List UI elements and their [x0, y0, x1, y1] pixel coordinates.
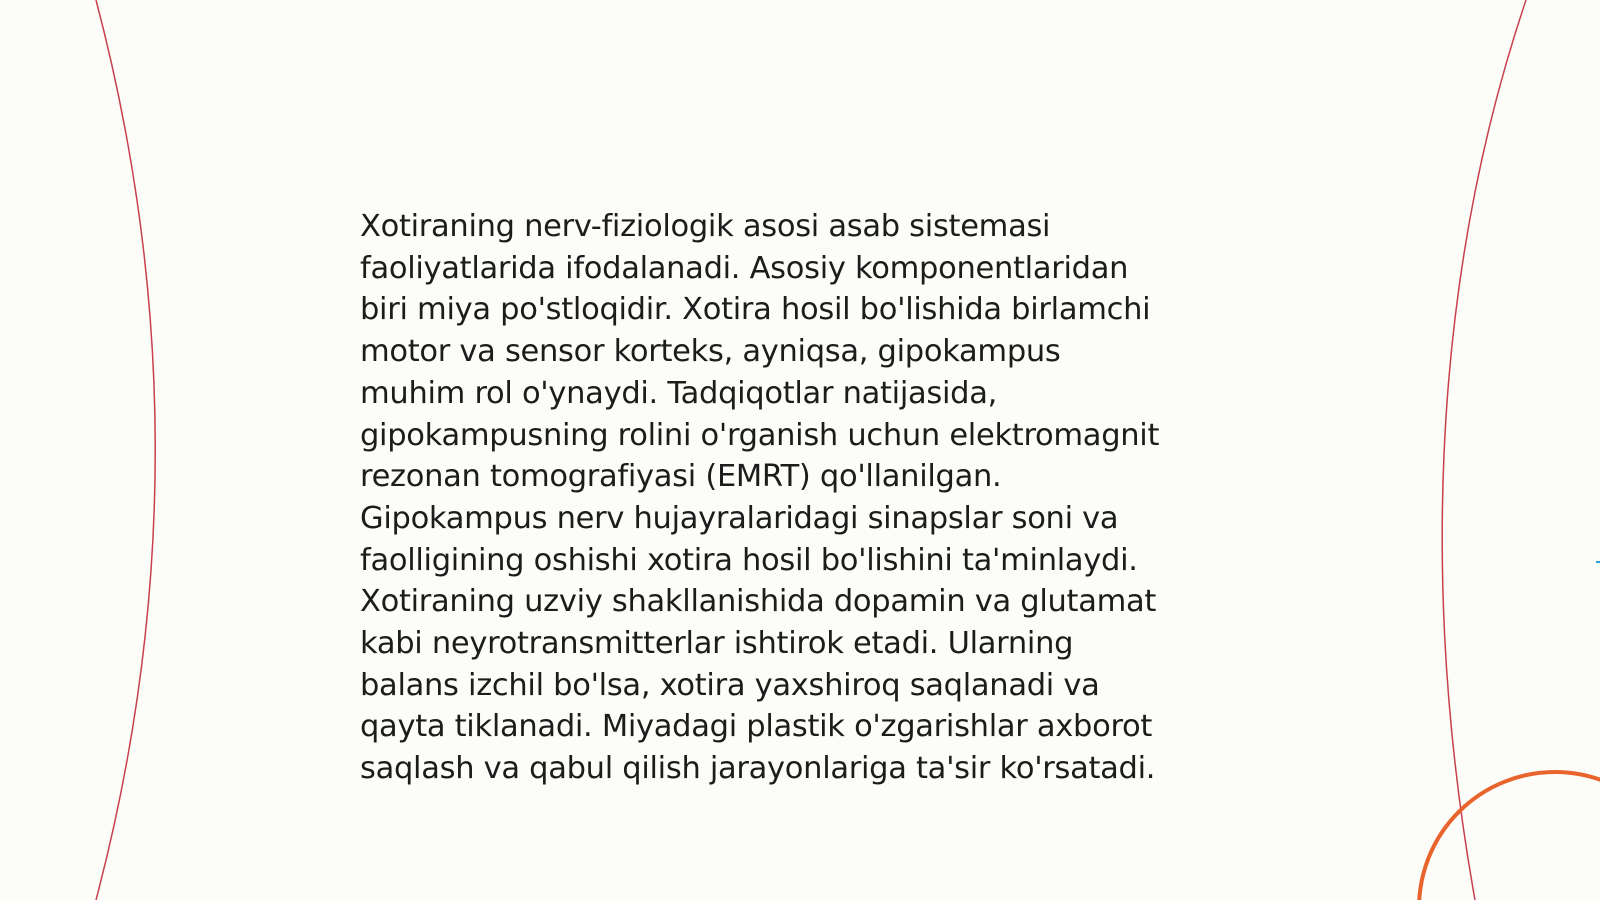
paragraph-line: rezonan tomografiyasi (EMRT) qo'llanilgan.: [360, 459, 1002, 495]
paragraph-line: biri miya po'stloqidir. Xotira hosil bo'lishida birlamchi: [360, 292, 1151, 328]
paragraph-line: Gipokampus nerv hujayralaridagi sinapslar soni va: [360, 500, 1119, 536]
paragraph-line: faoliyatlarida ifodalanadi. Asosiy komponentlaridan: [360, 250, 1129, 286]
paragraph-line: Xotiraning nerv-fiziologik asosi asab sistemasi: [360, 209, 1051, 244]
paragraph-line: qayta tiklanadi. Miyadagi plastik o'zgarishlar axborot: [360, 709, 1153, 745]
body-paragraph: [360, 206, 1260, 790]
paragraph-line: saqlash va qabul qilish jarayonlariga ta'sir ko'rsatadi.: [360, 751, 1156, 787]
paragraph-line: Xotiraning uzviy shakllanishida dopamin va glutamat: [360, 584, 1157, 620]
paragraph-line: balans izchil bo'lsa, xotira yaxshiroq saqlanadi va: [360, 667, 1100, 703]
paragraph-line: motor va sensor korteks, ayniqsa, gipokampus: [360, 334, 1061, 370]
paragraph-line: kabi neyrotransmitterlar ishtirok etadi. Ularning: [360, 626, 1074, 662]
orange-circle-arc: [1419, 772, 1600, 900]
paragraph-line: faolligining oshishi xotira hosil bo'lishini ta'minlaydi.: [360, 542, 1138, 578]
paragraph-line: gipokampusning rolini o'rganish uchun elektromagnit: [360, 417, 1160, 453]
right-curve: [1442, 0, 1526, 900]
left-curve: [96, 0, 155, 900]
paragraph-line: muhim rol o'ynaydi. Tadqiqotlar natijasida,: [360, 375, 998, 411]
